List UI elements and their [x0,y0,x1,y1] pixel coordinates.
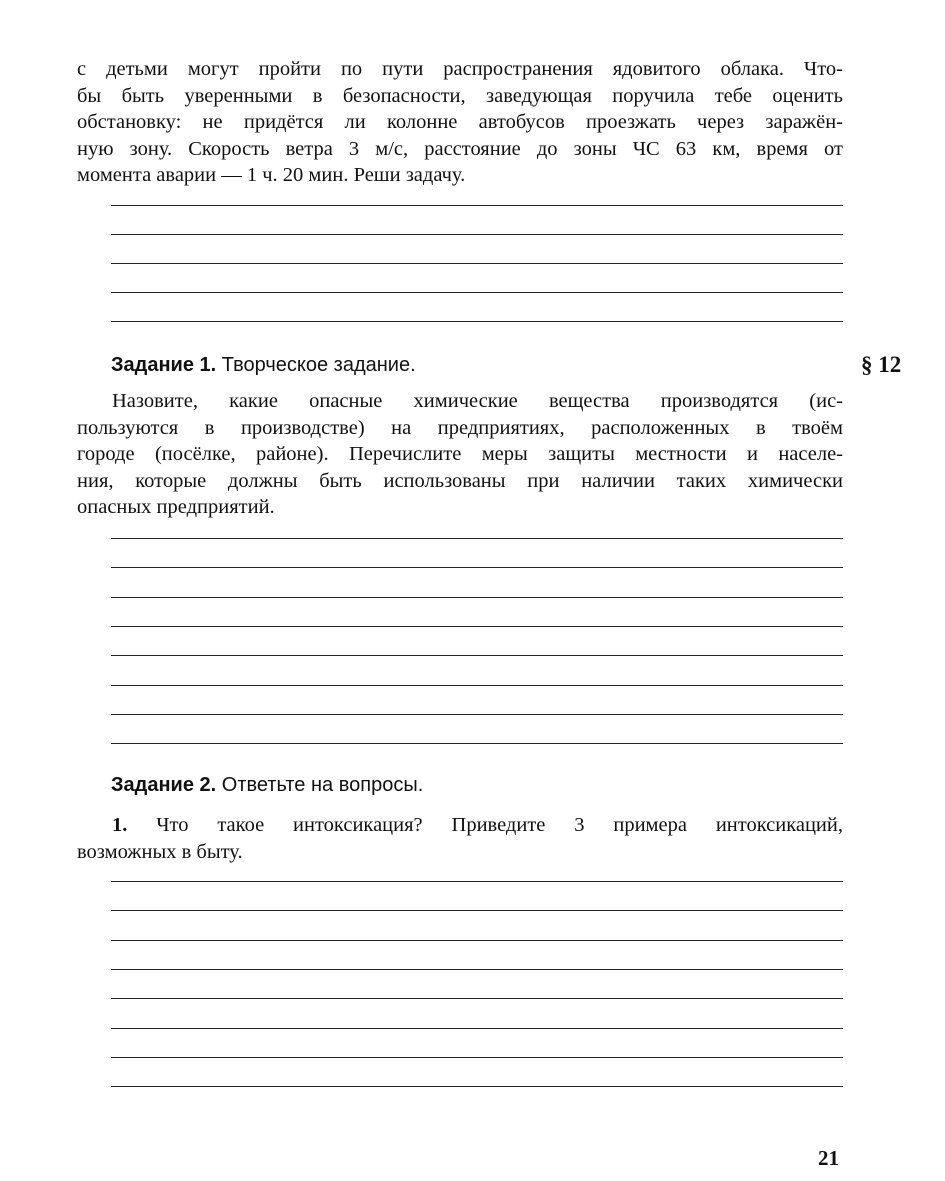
answer-line[interactable] [111,1057,843,1058]
answer-line[interactable] [111,234,843,235]
answer-line[interactable] [111,263,843,264]
text-line: 1. Что такое интоксикация? Приведите 3 примера интоксикаций, [112,814,843,836]
text-line: возможных в быту. [77,840,243,863]
task2-heading [111,774,423,797]
text-line: с детьми могут пройти по пути распространения ядовитого облака. Что- [77,58,843,80]
text-line: Назовите, какие опасные химические вещества производятся (ис- [112,390,843,412]
text-line: пользуются в производстве) на предприятиях, расположенных в твоём [77,416,843,439]
text-line: обстановку: не придётся ли колонне автобусов проезжать через заражён- [77,111,843,133]
answer-line[interactable] [111,205,843,206]
answer-line[interactable] [111,538,843,539]
text-line: бы быть уверенными в безопасности, заведующая поручила тебе оценить [77,84,843,107]
page-number: 21 [818,1146,839,1170]
answer-line[interactable] [111,685,843,686]
answer-line[interactable] [111,714,843,715]
answer-line[interactable] [111,1028,843,1029]
intro-paragraph [77,56,843,189]
text-line: ния, которые должны быть использованы при наличии таких химически [77,469,843,492]
task1-label: Задание 1. [111,354,217,376]
task2-title: Ответьте на вопросы. [221,774,424,796]
text-line: опасных предприятий. [77,496,275,518]
task2-label: Задание 2. [111,774,217,796]
answer-line[interactable] [111,998,843,999]
answer-line[interactable] [111,969,843,970]
text-line: момента аварии — 1 ч. 20 мин. Реши задачу. [77,164,466,186]
answer-line[interactable] [111,940,843,941]
task1-title: Творческое задание. [221,354,416,376]
answer-line[interactable] [111,743,843,744]
section-mark: § 12 [861,352,902,377]
answer-line[interactable] [111,1086,843,1087]
question-number: 1. [112,814,128,836]
task1-paragraph [77,388,843,521]
answer-line[interactable] [111,910,843,911]
answer-line[interactable] [111,655,843,656]
text-line: ную зону. Скорость ветра 3 м/с, расстояние до зоны ЧС 63 км, время от [77,137,843,160]
task1-heading [111,354,416,377]
text-line: городе (посёлке, районе). Перечислите меры защиты местности и населе- [77,443,843,465]
answer-line[interactable] [111,597,843,598]
answer-line[interactable] [111,626,843,627]
answer-line[interactable] [111,292,843,293]
answer-line[interactable] [111,321,843,322]
answer-line[interactable] [111,567,843,568]
answer-line[interactable] [111,881,843,882]
task2-question1 [77,812,843,865]
